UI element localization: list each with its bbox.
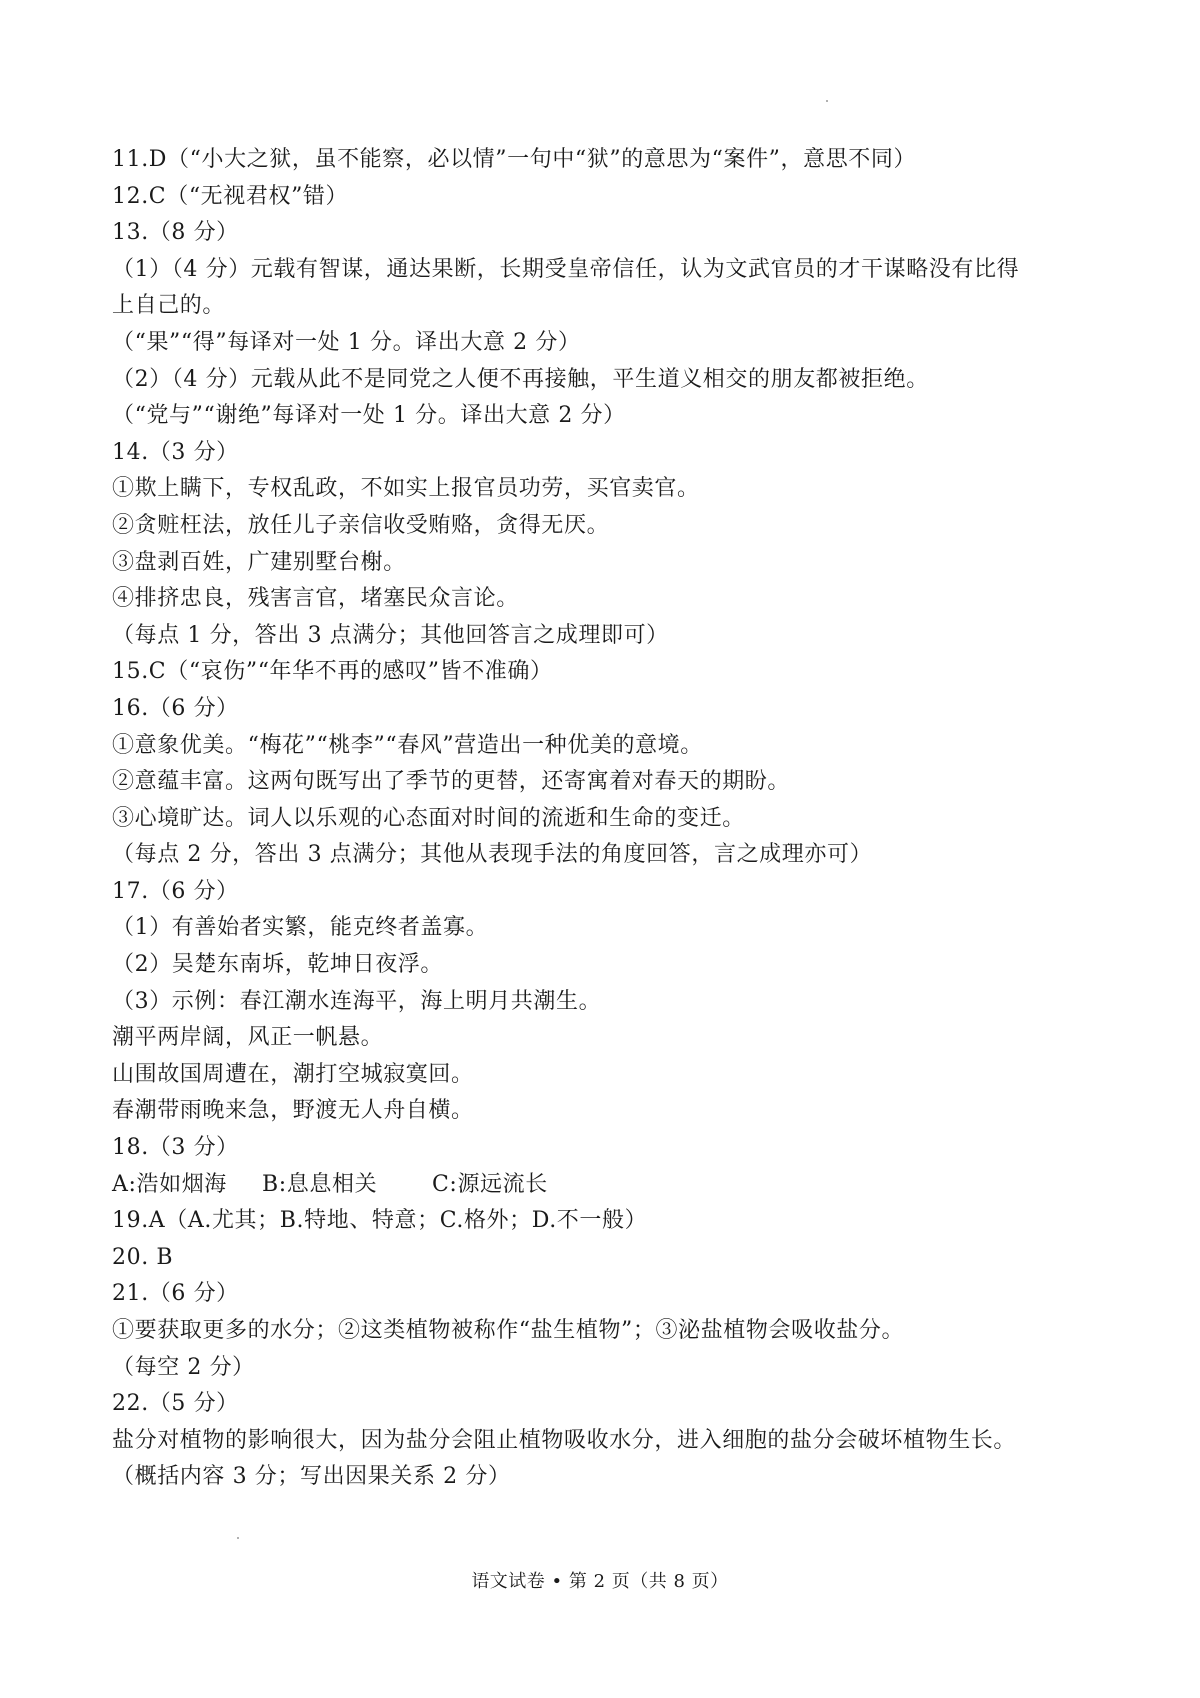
scan-speck (237, 1537, 239, 1539)
answer-line: 15.C（“哀伤”“年华不再的感叹”皆不准确） (112, 659, 553, 685)
answer-line: 11.D（“小大之狱，虽不能察，必以情”一句中“狱”的意思为“案件”，意思不同） (112, 147, 917, 172)
question-header: 16.（6 分） (112, 695, 239, 721)
scoring-note: （每点 1 分，答出 3 点满分；其他回答言之成理即可） (112, 622, 669, 648)
scoring-note: （每空 2 分） (112, 1354, 255, 1380)
question-header: 22.（5 分） (112, 1391, 239, 1417)
example-line: 山围故国周遭在，潮打空城寂寞回。 (112, 1061, 474, 1087)
answer-option-a: A:浩如烟海 (112, 1171, 227, 1197)
example-line: 春潮带雨晚来急，野渡无人舟自横。 (112, 1098, 474, 1124)
answer-line: （2）吴楚东南坼，乾坤日夜浮。 (112, 952, 443, 978)
answer-line: 12.C（“无视君权”错） (112, 183, 349, 209)
answer-line: （2）（4 分）元载从此不是同党之人便不再接触，平生道义相交的朋友都被拒绝。 (112, 366, 929, 392)
answer-line: ①要获取更多的水分；②这类植物被称作“盐生植物”；③泌盐植物会吸收盐分。 (112, 1318, 905, 1343)
question-header: 17.（6 分） (112, 878, 239, 904)
scoring-note: （“党与”“谢绝”每译对一处 1 分。译出大意 2 分） (112, 403, 626, 429)
question-header: 18.（3 分） (112, 1135, 239, 1161)
example-line: 潮平两岸阔，风正一帆悬。 (112, 1025, 384, 1051)
question-header: 13.（8 分） (112, 220, 239, 246)
answer-line: （1）有善始者实繁，能克终者盖寡。 (112, 915, 489, 941)
answer-point: ③盘剥百姓，广建别墅台榭。 (112, 549, 406, 575)
answer-line: （3）示例：春江潮水连海平，海上明月共潮生。 (112, 988, 602, 1014)
answer-content (112, 142, 1112, 1496)
scoring-note: （每点 2 分，答出 3 点满分；其他从表现手法的角度回答，言之成理亦可） (112, 842, 873, 868)
page-footer: 语文试卷 • 第 2 页（共 8 页） (471, 1571, 729, 1592)
answer-option-b: B:息息相关 (262, 1171, 378, 1197)
answer-line: 盐分对植物的影响很大，因为盐分会阻止植物吸收水分，进入细胞的盐分会破坏植物生长。 (112, 1427, 1017, 1453)
answer-point: ①欺上瞒下，专权乱政，不如实上报官员功劳，买官卖官。 (112, 476, 700, 502)
answer-line: （1）（4 分）元载有智谋，通达果断，长期受皇帝信任，认为文武官员的才干谋略没有比得 (112, 256, 1020, 282)
question-header: 21.（6 分） (112, 1281, 239, 1307)
answer-line: 上自己的。 (112, 293, 226, 319)
question-header: 14.（3 分） (112, 439, 239, 465)
answer-option-c: C:源远流长 (432, 1171, 548, 1197)
answer-point: ④排挤忠良，残害言官，堵塞民众言论。 (112, 586, 519, 612)
scoring-note: （概括内容 3 分；写出因果关系 2 分） (112, 1464, 511, 1490)
scoring-note: （“果”“得”每译对一处 1 分。译出大意 2 分） (112, 329, 581, 355)
answer-line: 19.A（A.尤其；B.特地、特意；C.格外；D.不一般） (112, 1208, 648, 1234)
answer-point: ②贪赃枉法，放任儿子亲信收受贿赂，贪得无厌。 (112, 512, 610, 538)
answer-options-row (112, 1167, 1112, 1204)
answer-point: ③心境旷达。词人以乐观的心态面对时间的流逝和生命的变迁。 (112, 805, 745, 831)
answer-point: ②意蕴丰富。这两句既写出了季节的更替，还寄寓着对春天的期盼。 (112, 769, 791, 795)
scan-speck (826, 100, 828, 102)
answer-line: 20. B (112, 1244, 174, 1270)
answer-point: ①意象优美。“梅花”“桃李”“春风”营造出一种优美的意境。 (112, 732, 703, 758)
